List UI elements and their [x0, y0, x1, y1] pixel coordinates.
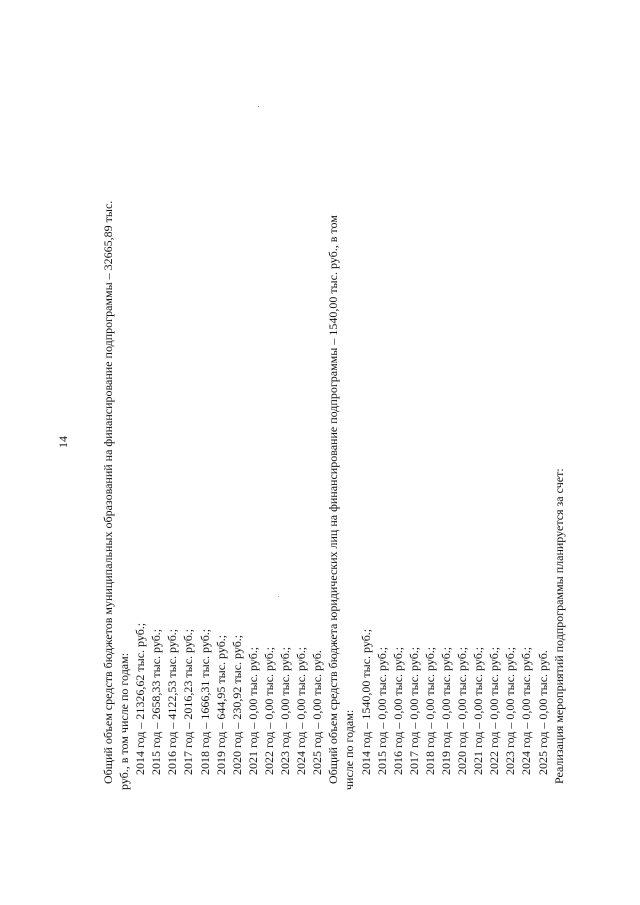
scan-speck [278, 596, 279, 597]
list-item: 2021 год – 0,00 тыс. руб.; [471, 646, 486, 775]
list-item: 2019 год – 644,95 тыс. руб.; [213, 634, 228, 775]
list-item: 2017 год – 2016,23 тыс. руб.; [181, 628, 196, 775]
list-item: 2023 год – 0,00 тыс. руб.; [278, 646, 293, 775]
scan-speck [258, 106, 259, 107]
list-item: 2017 год – 0,00 тыс. руб.; [406, 646, 421, 775]
list-item: 2022 год – 0,00 тыс. руб.; [261, 646, 276, 775]
list-item: 2018 год – 1666,31 тыс. руб.; [197, 628, 212, 775]
list-item: 2014 год – 21326,62 тыс. руб.; [133, 622, 148, 775]
list-item: 2024 год – 0,00 тыс. руб.; [294, 646, 309, 775]
section2-intro-line2: числе по годам: [342, 709, 357, 790]
section1-year-list [132, 50, 325, 790]
list-item: 2015 год – 0,00 тыс. руб.; [374, 646, 389, 775]
list-item: 2025 год – 0,00 тыс. руб. [535, 650, 550, 775]
list-item: 2024 год – 0,00 тыс. руб.; [519, 646, 534, 775]
section1-intro-line2: руб., в том числе по годам: [117, 652, 132, 790]
list-item: 2014 год – 1540,00 тыс. руб.; [358, 628, 373, 775]
document-body [100, 50, 567, 790]
list-item: 2025 год – 0,00 тыс. руб. [310, 650, 325, 775]
list-item: 2021 год – 0,00 тыс. руб.; [245, 646, 260, 775]
page-number: 14 [56, 436, 70, 448]
list-item: 2022 год – 0,00 тыс. руб.; [487, 646, 502, 775]
list-item: 2018 год – 0,00 тыс. руб.; [422, 646, 437, 775]
section2-year-list [358, 50, 551, 790]
list-item: 2015 год – 2658,33 тыс. руб.; [149, 628, 164, 775]
list-item: 2019 год – 0,00 тыс. руб.; [438, 646, 453, 775]
list-item: 2016 год – 4122,53 тыс. руб.; [165, 628, 180, 775]
list-item: 2023 год – 0,00 тыс. руб.; [503, 646, 518, 775]
section2-intro-line1: Общий объем средств бюджета юридических лиц на финансирование подпрограммы – 1540,00 тыс. руб., в том [326, 215, 341, 784]
section1-intro-line1: Общий объем средств бюджетов муниципальных образований на финансирование подпрограммы – 32665,89 тыс. [101, 200, 115, 784]
closing-line: Реализация мероприятий подпрограммы планируется за счет: [551, 468, 566, 784]
list-item: 2016 год – 0,00 тыс. руб.; [390, 646, 405, 775]
list-item: 2020 год – 0,00 тыс. руб.; [455, 646, 470, 775]
list-item: 2020 год – 230,92 тыс. руб.; [229, 634, 244, 775]
